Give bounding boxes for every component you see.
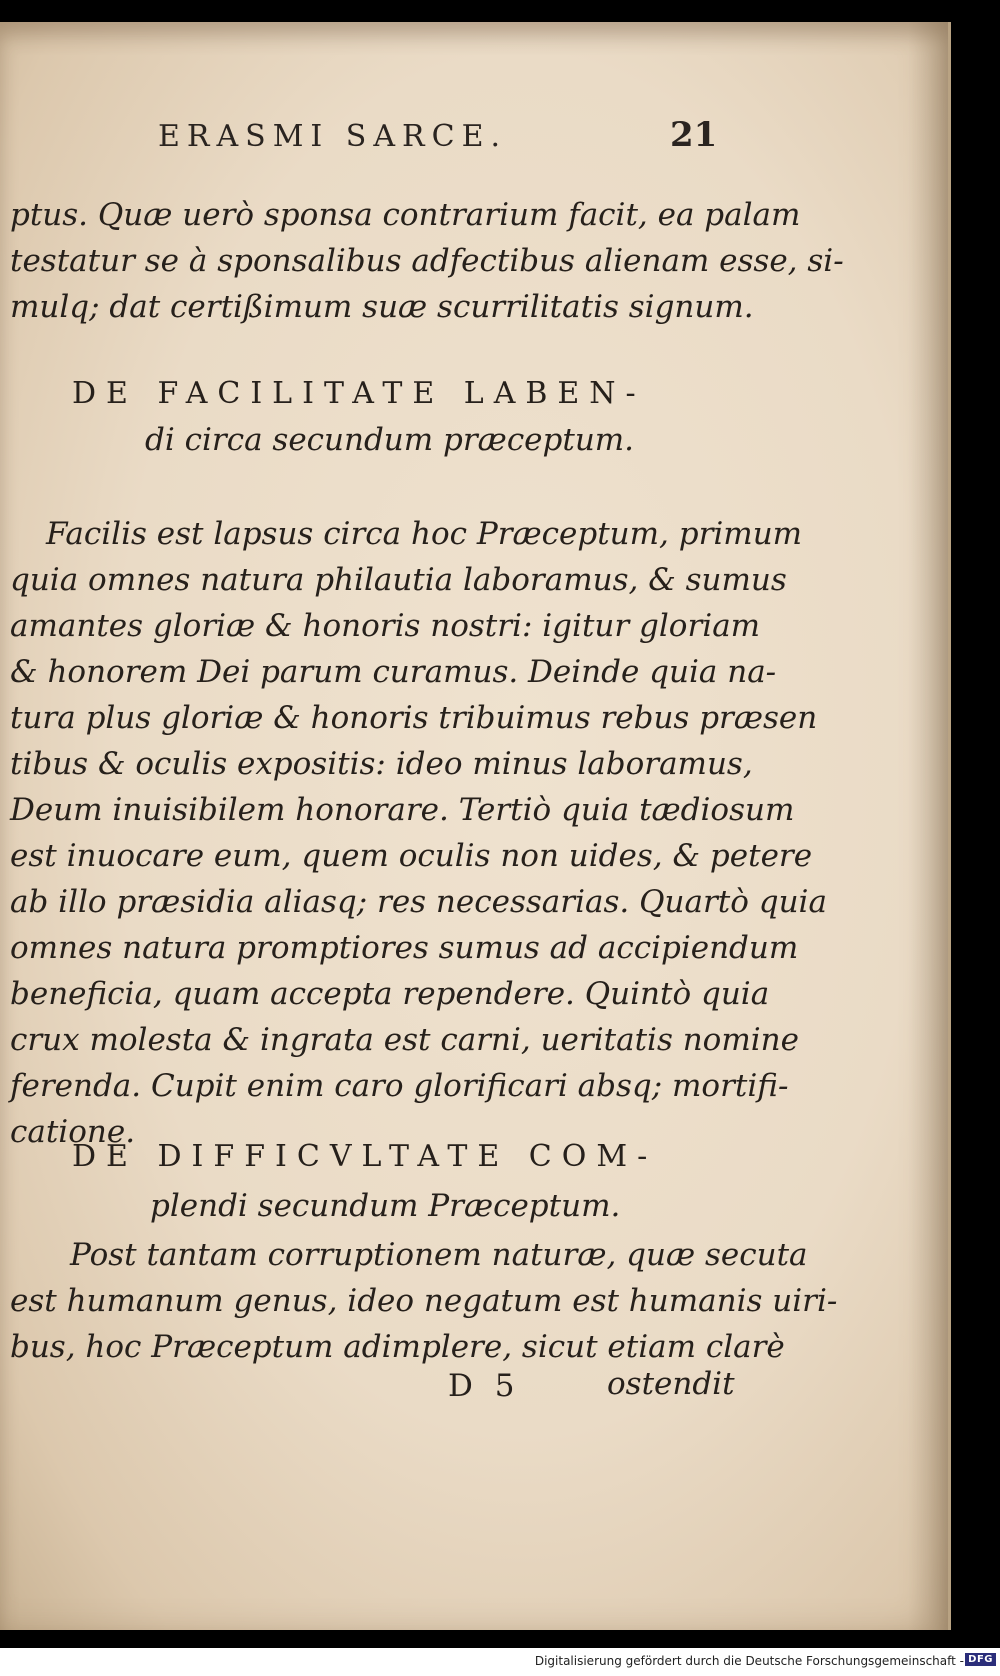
text-line: tibus & oculis expositis: ideo minus laboramus, xyxy=(10,746,753,782)
text-line: est inuocare eum, quem oculis non uides, & petere xyxy=(10,838,813,874)
text-line: & honorem Dei parum curamus. Deinde quia na- xyxy=(10,654,777,690)
book-page xyxy=(0,22,951,1630)
section-heading-1: DE FACILITATE LABEN- xyxy=(72,376,646,411)
text-line: amantes gloriæ & honoris nostri: igitur gloriam xyxy=(10,608,761,644)
text-block-1 xyxy=(10,192,844,330)
section-subheading-2: plendi secundum Præceptum. xyxy=(150,1188,621,1224)
text-line: Facilis est lapsus circa hoc Præceptum, primum xyxy=(46,516,803,552)
section-subheading-1: di circa secundum præceptum. xyxy=(145,422,635,458)
text-line: quia omnes natura philautia laboramus, & sumus xyxy=(10,562,787,598)
dfg-logo: DFG xyxy=(965,1653,996,1666)
section-heading-2: DE DIFFICVLTATE COM- xyxy=(72,1139,658,1174)
text-line: est humanum genus, ideo negatum est humanis uiri- xyxy=(10,1283,838,1319)
signature-mark: D 5 xyxy=(448,1368,521,1404)
catchword: ostendit xyxy=(607,1366,735,1402)
text-line: ptus. Quæ uerò sponsa contrarium facit, ea palam xyxy=(10,197,801,233)
footer-bar xyxy=(0,1648,1000,1676)
page-edge-shadow xyxy=(908,22,948,1630)
text-line: catione. xyxy=(10,1114,136,1150)
text-line: testatur se à sponsalibus adfectibus alienam esse, si- xyxy=(10,243,844,279)
text-line: Deum inuisibilem honorare. Tertiò quia tædiosum xyxy=(10,792,795,828)
page-header xyxy=(0,115,948,159)
running-head: ERASMI SARCE. xyxy=(158,119,508,154)
text-line: ab illo præsidia aliasq; res necessarias. Quartò quia xyxy=(10,884,827,920)
text-line: Post tantam corruptionem naturæ, quæ secuta xyxy=(70,1237,808,1273)
page-number: 21 xyxy=(670,115,718,155)
text-line: ferenda. Cupit enim caro glorificari absq; mortifi- xyxy=(10,1068,789,1104)
text-line: mulq; dat certißimum suæ scurrilitatis signum. xyxy=(10,289,754,325)
text-block-3 xyxy=(10,1232,838,1370)
text-block-2 xyxy=(10,511,827,1155)
text-line: bus, hoc Præceptum adimplere, sicut etiam clarè xyxy=(10,1329,785,1365)
text-line: crux molesta & ingrata est carni, ueritatis nomine xyxy=(10,1022,799,1058)
text-line: tura plus gloriæ & honoris tribuimus rebus præsen xyxy=(10,700,818,736)
text-line: omnes natura promptiores sumus ad accipiendum xyxy=(10,930,799,966)
funding-credit: Digitalisierung gefördert durch die Deutsche Forschungsgemeinschaft - xyxy=(534,1654,964,1668)
text-line: beneficia, quam accepta rependere. Quintò quia xyxy=(10,976,770,1012)
